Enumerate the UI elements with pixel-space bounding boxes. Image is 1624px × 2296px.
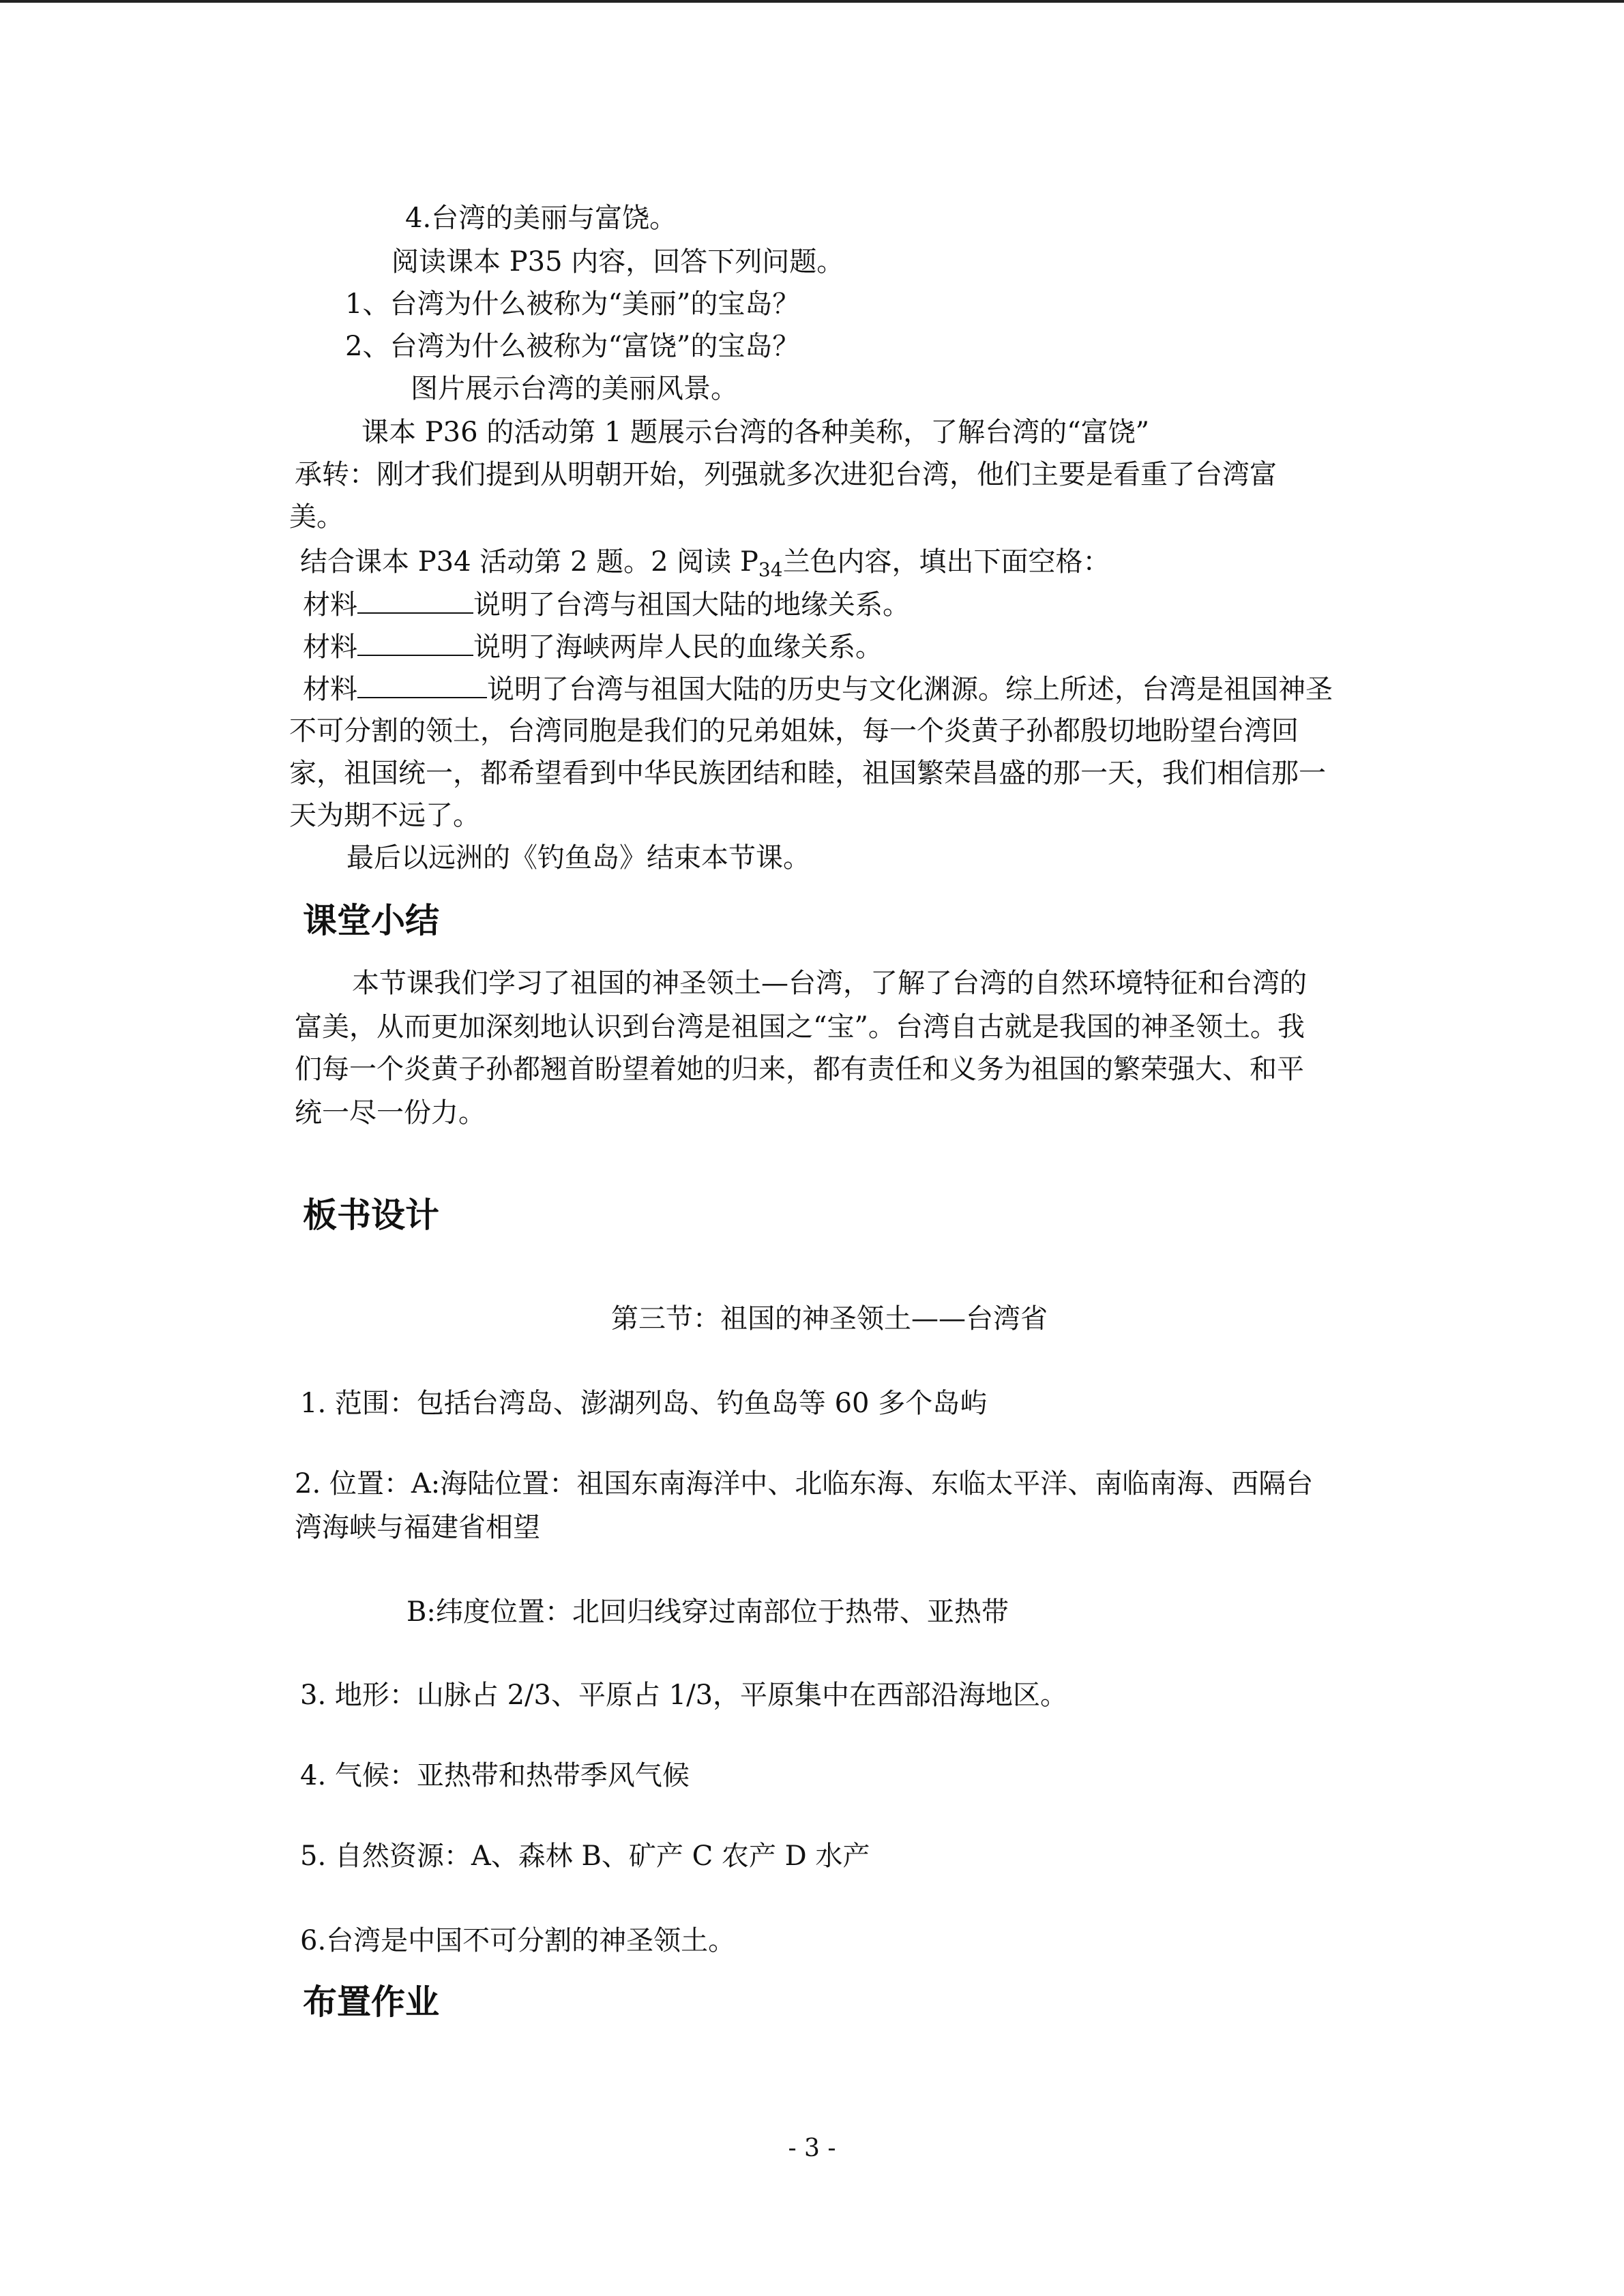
summary-line-2: 富美，从而更加深刻地认识到台湾是祖国之“宝”。台湾自古就是我国的神圣领土。我 — [295, 1011, 1305, 1043]
picture-show-text: 图片展示台湾的美丽风景。 — [411, 373, 738, 404]
summary-line-3: 们每一个炎黄子孙都翘首盼望着她的归来，都有责任和义务为祖国的繁荣强大、和平 — [295, 1054, 1304, 1085]
material-line-1 — [303, 585, 910, 624]
top-border-line — [0, 0, 1624, 3]
summary-line-4: 统一尽一份力。 — [295, 1097, 486, 1129]
material-line-3 — [303, 670, 1333, 709]
material-line-2 — [303, 627, 883, 666]
fill-blank-1[interactable] — [357, 585, 473, 614]
combine-text-pre: 结合课本 P34 活动第 2 题。2 阅读 P — [300, 546, 758, 578]
question-2: 2、台湾为什么被称为“富饶”的宝岛？ — [345, 331, 800, 362]
board-item-1: 1. 范围：包括台湾岛、澎湖列岛、钓鱼岛等 60 多个岛屿 — [300, 1388, 988, 1419]
board-item-5: 5. 自然资源：A、森林 B、矿产 C 农产 D 水产 — [300, 1840, 870, 1872]
board-item-4: 4. 气候：亚热带和热带季风气候 — [300, 1760, 690, 1791]
material-label: 材料 — [303, 589, 357, 621]
conclusion-line-3: 天为期不远了。 — [289, 800, 480, 831]
board-design-heading: 板书设计 — [303, 1195, 439, 1235]
board-item-2a: 2. 位置：A:海陆位置：祖国东南海洋中、北临东海、东临太平洋、南临南海、西隔台 — [295, 1468, 1314, 1500]
heading-taiwan-beauty: 4.台湾的美丽与富饶。 — [405, 203, 677, 234]
conclusion-line-1: 不可分割的领土，台湾同胞是我们的兄弟姐妹，每一个炎黄子孙都殷切地盼望台湾回 — [289, 715, 1299, 747]
transition-line-1: 承转：刚才我们提到从明朝开始，列强就多次进犯台湾，他们主要是看重了台湾富 — [295, 459, 1277, 490]
board-item-2b: 湾海峡与福建省相望 — [295, 1512, 540, 1543]
material-1-text: 说明了台湾与祖国大陆的地缘关系。 — [473, 589, 910, 621]
combine-instruction — [300, 543, 1110, 589]
page-number: - 3 - — [788, 2134, 836, 2162]
closing-line: 最后以远洲的《钓鱼岛》结束本节课。 — [346, 842, 810, 874]
combine-text-post: 兰色内容，填出下面空格： — [782, 546, 1110, 578]
page-subscript: 34 — [758, 558, 783, 581]
material-label: 材料 — [303, 631, 357, 663]
board-item-3: 3. 地形：山脉占 2/3、平原占 1/3，平原集中在西部沿海地区。 — [300, 1680, 1068, 1711]
board-section-title: 第三节：祖国的神圣领土——台湾省 — [611, 1303, 1048, 1335]
summary-heading: 课堂小结 — [303, 901, 439, 940]
material-3-text: 说明了台湾与祖国大陆的历史与文化渊源。综上所述，台湾是祖国神圣 — [487, 674, 1333, 705]
summary-line-1: 本节课我们学习了祖国的神圣领土—台湾，了解了台湾的自然环境特征和台湾的 — [352, 968, 1307, 999]
fill-blank-3[interactable] — [357, 670, 487, 698]
activity-1-text: 课本 P36 的活动第 1 题展示台湾的各种美称，了解台湾的“富饶” — [361, 417, 1150, 448]
homework-heading: 布置作业 — [303, 1982, 439, 2022]
board-item-6: 6.台湾是中国不可分割的神圣领土。 — [300, 1925, 736, 1956]
material-label: 材料 — [303, 674, 357, 705]
transition-line-2: 美。 — [289, 501, 344, 533]
material-2-text: 说明了海峡两岸人民的血缘关系。 — [473, 631, 883, 663]
fill-blank-2[interactable] — [357, 627, 473, 656]
read-instruction: 阅读课本 P35 内容，回答下列问题。 — [392, 246, 844, 278]
conclusion-line-2: 家，祖国统一，都希望看到中华民族团结和睦，祖国繁荣昌盛的那一天，我们相信那一 — [289, 758, 1326, 789]
question-1: 1、台湾为什么被称为“美丽”的宝岛？ — [345, 288, 800, 320]
board-item-2c: B:纬度位置：北回归线穿过南部位于热带、亚热带 — [407, 1596, 1009, 1628]
